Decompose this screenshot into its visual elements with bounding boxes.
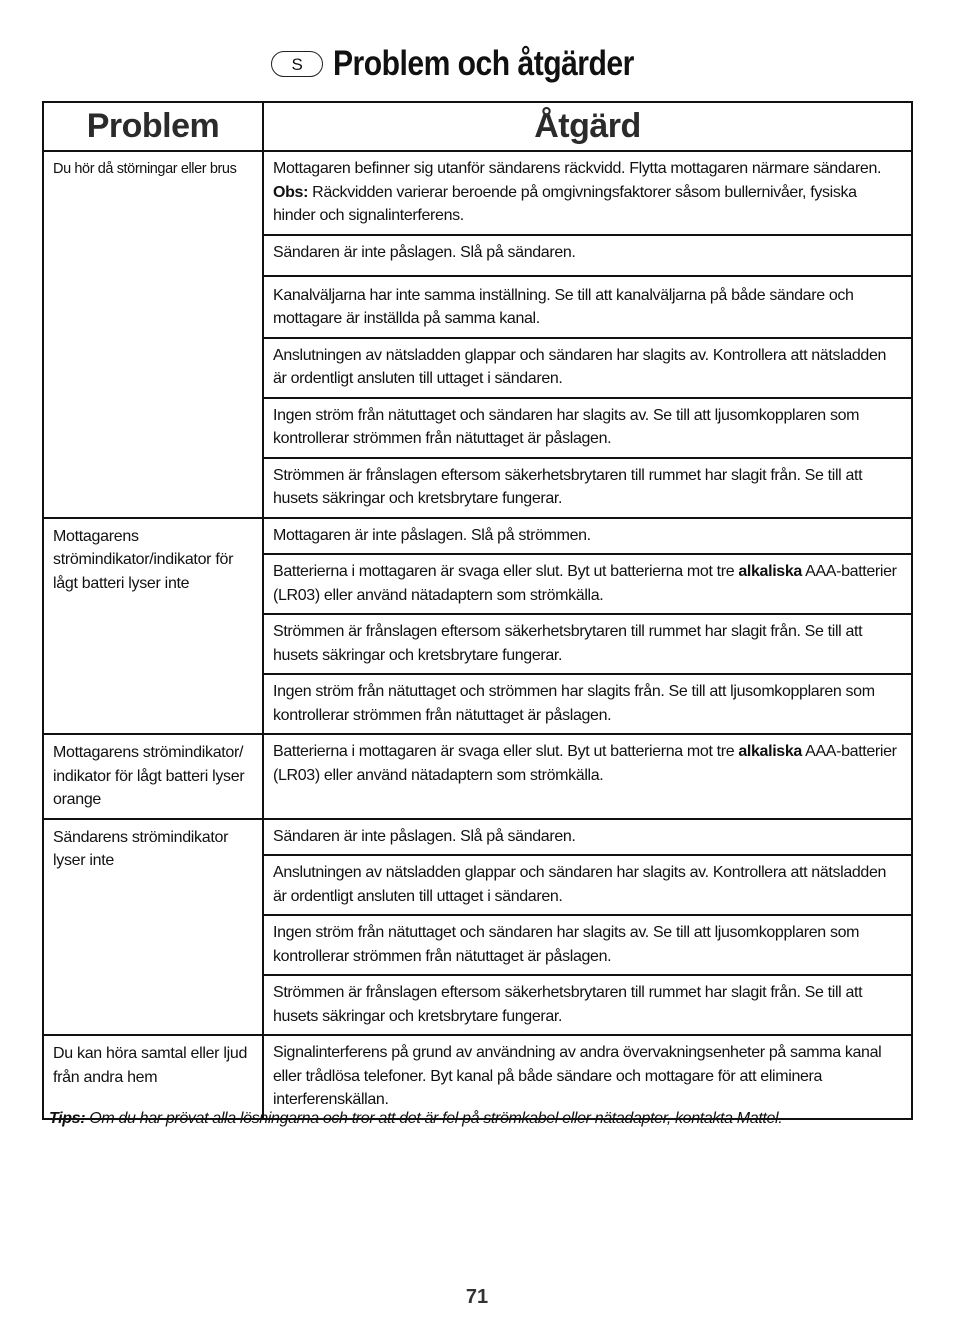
table-row [43, 819, 912, 856]
problem-cell: Du kan höra samtal eller ljud från andra hem [43, 1035, 263, 1119]
table-header-row [43, 102, 912, 151]
problem-cell: Sändarens strömindikator lyser inte [43, 819, 263, 1036]
table-row [43, 151, 912, 235]
action-bold: alkaliska [738, 563, 802, 580]
action-cell: Strömmen är frånslagen eftersom säkerhetsbrytaren till rummet har slagit från. Se till att husets säkringar och kretsbrytare fungerar. [263, 614, 912, 674]
page-number: 71 [465, 1286, 489, 1308]
action-cell: Ingen ström från nätuttaget och strömmen har slagits från. Se till att ljusomkopplaren som kontrollerar strömmen från nätuttaget är påslagen. [263, 674, 912, 734]
action-cell: Ingen ström från nätuttaget och sändaren har slagits av. Se till att ljusomkopplaren som kontrollerar strömmen från nätuttaget är påslagen. [263, 915, 912, 975]
note-label: Obs: [273, 183, 309, 201]
table-row [43, 734, 912, 819]
language-badge: S [271, 51, 323, 77]
problem-cell: Mottagarens strömindikator/indikator för lågt batteri lyser inte [43, 518, 263, 735]
troubleshooting-table [42, 101, 913, 1120]
action-cell: Kanalväljarna har inte samma inställning. Se till att kanalväljarna på både sändare och mottagare är inställda på samma kanal. [263, 276, 912, 338]
action-text-after: AAA-batterier (LR03) eller använd nätadaptern som strömkälla. [273, 563, 897, 604]
problem-cell: Du hör då störningar eller brus [43, 151, 263, 518]
tips-text: Om du har prövat alla lösningarna och tror att det är fel på strömkabel eller nätadapter, kontakta Mattel. [85, 1110, 783, 1127]
action-cell: Strömmen är frånslagen eftersom säkerhetsbrytaren till rummet har slagit från. Se till att husets säkringar och kretsbrytare fungerar. [263, 975, 912, 1035]
action-text: Batterierna i mottagaren är svaga eller slut. Byt ut batterierna mot tre [273, 563, 739, 580]
action-text-after: AAA-batterier (LR03) eller använd nätadaptern som strömkälla. [273, 743, 897, 784]
action-cell: Anslutningen av nätsladden glappar och sändaren har slagits av. Kontrollera att nätsladden är ordentligt ansluten till uttaget i sändaren. [263, 855, 912, 915]
page-header [0, 40, 954, 88]
problem-cell: Mottagarens strömindikator/ indikator för lågt batteri lyser orange [43, 734, 263, 819]
action-cell: Signalinterferens på grund av användning av andra övervakningsenheter på samma kanal eller trådlösa telefoner. Byt kanal på både sändare och mottagare för att eliminera interferenskällan. [263, 1035, 912, 1119]
action-cell: Sändaren är inte påslagen. Slå på sändaren. [263, 235, 912, 276]
action-text: Batterierna i mottagaren är svaga eller slut. Byt ut batterierna mot tre [273, 743, 739, 760]
action-cell: Anslutningen av nätsladden glappar och sändaren har slagits av. Kontrollera att nätsladden är ordentligt ansluten till uttaget i sändaren. [263, 338, 912, 398]
tips-note [49, 1108, 909, 1130]
page-title: Problem och åtgärder [333, 44, 634, 83]
note-text: Räckvidden varierar beroende på omgivningsfaktorer såsom bullernivåer, fysiska hinder och signalinterferens. [273, 183, 857, 224]
table-row [43, 1035, 912, 1119]
action-cell: Sändaren är inte påslagen. Slå på sändaren. [263, 819, 912, 856]
action-cell: Strömmen är frånslagen eftersom säkerhetsbrytaren till rummet har slagit från. Se till att husets säkringar och kretsbrytare fungerar. [263, 458, 912, 518]
tips-label: Tips: [49, 1110, 86, 1127]
action-cell: Ingen ström från nätuttaget och sändaren har slagits av. Se till att ljusomkopplaren som kontrollerar strömmen från nätuttaget är påslagen. [263, 398, 912, 458]
action-cell: Mottagaren är inte påslagen. Slå på strömmen. [263, 518, 912, 555]
action-cell [263, 734, 912, 819]
action-bold: alkaliska [738, 743, 802, 760]
action-cell [263, 554, 912, 614]
column-header-action: Åtgärd [263, 102, 912, 151]
action-text: Mottagaren befinner sig utanför sändarens räckvidd. Flytta mottagaren närmare sändaren. [273, 160, 882, 177]
action-cell [263, 151, 912, 235]
table-row [43, 518, 912, 555]
column-header-problem: Problem [43, 102, 263, 151]
